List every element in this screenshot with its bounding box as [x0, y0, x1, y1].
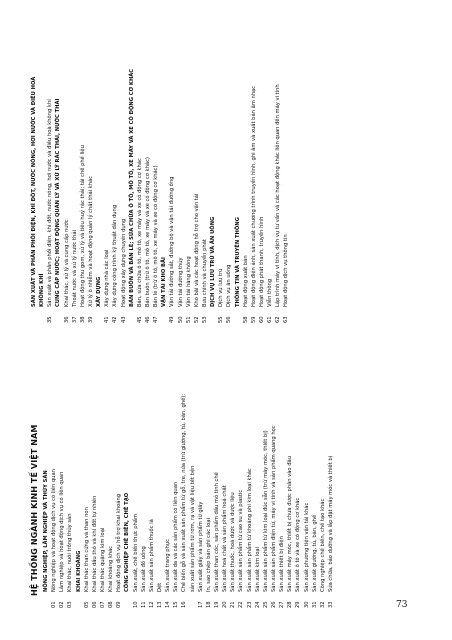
list-item: [229, 340, 237, 608]
list-item: [189, 340, 197, 608]
list-item: [262, 340, 270, 608]
industry-code: 22: [238, 601, 245, 608]
industry-label: Dệt: [156, 582, 163, 592]
industry-code: 17: [197, 601, 204, 608]
document-title: HỆ THỐNG NGÀNH KINH TẾ VIỆT NAM: [30, 424, 39, 596]
industry-label: Sản xuất sản phẩm từ cao su và plastic: [238, 489, 245, 592]
industry-code: 07: [99, 601, 106, 608]
industry-label: In, sao chép bản ghi các loại: [205, 518, 212, 592]
list-item: [91, 340, 99, 608]
industry-label: SẢN XUẤT VÀ PHÂN PHỐI ĐIỆN, KHÍ ĐỐT, NƯỚC NÓNG, HƠI NƯỚC VÀ ĐIỀU HOÀ: [31, 76, 37, 307]
industry-label: Vận tải đường thủy: [177, 257, 184, 307]
industry-label: Lập trình máy vi tính, dịch vụ tư vấn và các hoạt động khác liên quan đến máy vi tính: [275, 84, 282, 307]
industry-label: Khai thác quặng kim loại: [99, 527, 106, 592]
section-heading: [123, 340, 131, 608]
industry-label: KHÔNG KHÍ: [39, 273, 46, 307]
page-number: 73: [396, 600, 408, 610]
list-item: [303, 340, 311, 608]
list-item: [107, 340, 115, 608]
industry-label: Hoạt động xuất bản: [242, 255, 249, 307]
industry-label: Chế biến gỗ và sản xuất sản phẩm từ gỗ, tre, nứa (trừ giường, tủ, bàn, ghế);: [181, 393, 188, 592]
list-item: [237, 340, 245, 608]
industry-code: 03: [67, 601, 74, 608]
industry-label: NÔNG NGHIỆP, LÂM NGHIỆP VÀ THỦY SẢN: [43, 470, 49, 592]
list-item: [111, 48, 119, 323]
list-item: [103, 48, 111, 323]
section-heading: [128, 48, 136, 323]
industry-label: CUNG CẤP NƯỚC; HOẠT ĐỘNG QUẢN LÝ VÀ XỬ LÝ RÁC THẢI, NƯỚC THẢI: [55, 98, 62, 307]
industry-label: Sản xuất sản phẩm điện tử, máy vi tính và sản phẩm quang học: [270, 425, 277, 592]
list-item: [46, 48, 54, 323]
section-heading: [54, 48, 62, 323]
industry-code: 49: [169, 316, 176, 323]
list-item: [311, 340, 319, 608]
industry-label: Sản xuất hoá chất và sản phẩm hoá chất: [222, 485, 229, 592]
industry-code: 38: [79, 316, 86, 323]
list-item: [201, 48, 209, 323]
industry-label: Sản xuất trang phục: [165, 539, 172, 592]
industry-label: Sản xuất và phân phối điện, khí đốt, nước nóng, hơi nước và điều hoà không khí: [47, 99, 54, 307]
section-heading: [160, 48, 168, 323]
industry-label: Sản xuất sản phẩm thuốc lá: [148, 519, 155, 592]
industry-code: 06: [91, 601, 98, 608]
section-heading: [75, 340, 83, 608]
list-item: [282, 48, 290, 323]
list-item: [79, 48, 87, 323]
industry-label: Vận tải hàng không: [185, 256, 192, 307]
list-item: [225, 48, 233, 323]
list-item: [99, 340, 107, 608]
industry-code: 53: [201, 316, 208, 323]
list-item: [87, 48, 95, 323]
list-item: [50, 340, 58, 608]
industry-label: sản xuất sản phẩm từ rơm, rạ và vật liệu tết bện: [189, 465, 196, 592]
list-item: [136, 48, 144, 323]
industry-code: 20: [222, 601, 229, 608]
industry-label: Khai khoáng khác: [108, 545, 115, 592]
industry-code: 27: [279, 601, 286, 608]
industry-code: 01: [51, 601, 58, 608]
industry-label: Bán lẻ (trừ ô tô, mô tô, xe máy và xe có động cơ khác): [153, 165, 160, 307]
list-item: [193, 48, 201, 323]
industry-code: 24: [254, 601, 261, 608]
rotated-content: [30, 48, 415, 608]
industry-label: Sản xuất, chế biến thực phẩm: [132, 513, 139, 592]
industry-label: XÂY DỰNG: [96, 276, 103, 307]
list-item: [180, 340, 188, 608]
list-item: [83, 340, 91, 608]
industry-code: 15: [173, 601, 180, 608]
industry-label: BÁN BUÔN VÀ BÁN LẺ; SỬA CHỮA Ô TÔ, MÔ TÔ, XE MÁY VÀ XE CÓ ĐỘNG CƠ KHÁC: [128, 68, 135, 307]
list-item: [270, 340, 278, 608]
industry-code: 36: [63, 316, 70, 323]
list-item: [258, 48, 266, 323]
list-item: [294, 340, 302, 608]
list-item: [242, 48, 250, 323]
industry-code: 25: [262, 601, 269, 608]
industry-code: 05: [83, 601, 90, 608]
industry-label: Sản xuất máy móc, thiết bị chưa được phân vào đâu: [287, 455, 294, 592]
industry-label: Dịch vụ ăn uống: [226, 264, 233, 307]
industry-label: Sửa chữa, bảo dưỡng và lắp đặt máy móc và thiết bị: [327, 455, 334, 592]
section-heading: [234, 48, 242, 323]
industry-code: 14: [165, 601, 172, 608]
industry-label: Sản xuất giấy và sản phẩm từ giấy: [197, 501, 204, 592]
industry-code: 29: [295, 601, 302, 608]
industry-label: Viễn thông: [267, 278, 274, 307]
industry-code: 50: [177, 316, 184, 323]
industry-label: THÔNG TIN VÀ TRUYỀN THÔNG: [234, 217, 241, 307]
industry-code: 09: [116, 601, 123, 608]
list-item: [148, 340, 156, 608]
industry-label: Khai thác, nuôi trồng thủy sản: [67, 513, 74, 592]
industry-code: 31: [311, 601, 318, 608]
industry-label: Sản xuất sản phẩm từ kim loại đúc sẵn (trừ máy móc, thiết bị): [262, 430, 269, 592]
industry-code: 21: [230, 601, 237, 608]
list-item: [120, 48, 128, 323]
industry-label: DỊCH VỤ LƯU TRÚ VÀ ĂN UỐNG: [210, 216, 217, 307]
industry-label: Công nghiệp chế biến, chế tạo khác: [319, 498, 326, 592]
industry-code: 30: [303, 601, 310, 608]
industry-code: 23: [246, 601, 253, 608]
industry-code: 11: [140, 601, 147, 608]
industry-code: 58: [242, 316, 249, 323]
list-item: [278, 340, 286, 608]
industry-code: 32: [319, 601, 326, 608]
list-item: [221, 340, 229, 608]
industry-label: CÔNG NGHIỆP CHẾ BIẾN, CHẾ TẠO: [124, 492, 131, 592]
industry-code: 60: [258, 316, 265, 323]
industry-label: Kho bãi và các hoạt động hỗ trợ cho vận tải: [193, 193, 200, 307]
right-column: [30, 48, 291, 323]
list-item: [274, 48, 282, 323]
industry-code: 18: [205, 601, 212, 608]
list-item: [156, 340, 164, 608]
industry-label: Sản xuất thuốc, hoá dược và dược liệu: [230, 492, 237, 592]
list-item: [140, 340, 148, 608]
industry-label: Sản xuất thiết bị điện: [279, 536, 286, 592]
list-item: [63, 48, 71, 323]
industry-label: Hoạt động xây dựng chuyên dụng: [120, 218, 127, 307]
industry-label: Xây dựng công trình kỹ thuật dân dụng: [112, 204, 119, 307]
industry-code: 12: [148, 601, 155, 608]
section-heading: [209, 48, 217, 323]
industry-code: 02: [59, 601, 66, 608]
list-item: [185, 48, 193, 323]
industry-label: Khai thác, xử lý và cung cấp nước: [63, 219, 70, 307]
industry-code: 61: [267, 316, 274, 323]
industry-label: Bán buôn (trừ ô tô, mô tô, xe máy và xe có động cơ khác): [144, 157, 151, 307]
industry-code: 62: [275, 316, 282, 323]
industry-code: 52: [193, 316, 200, 323]
industry-label: Sản xuất phương tiện vận tải khác: [303, 502, 310, 592]
industry-label: Sản xuất kim loại: [254, 546, 261, 592]
industry-label: Hoạt động phát thanh, truyền hình: [258, 216, 265, 307]
list-item: [197, 340, 205, 608]
industry-label: KHAI KHOÁNG: [75, 550, 82, 592]
industry-label: Bán, sửa chữa ô tô, mô tô, xe máy và xe có động cơ khác: [136, 158, 143, 307]
industry-code: 35: [47, 316, 54, 323]
industry-label: Hoạt động thu gom, xử lý và tiêu huỷ rác thải; tái chế phế liệu: [79, 145, 86, 307]
industry-label: Thoát nước và xử lý nước thải: [71, 230, 78, 307]
industry-label: Nông nghiệp và hoạt động dịch vụ có liên quan: [51, 469, 58, 592]
industry-code: 08: [108, 601, 115, 608]
industry-code: 26: [270, 601, 277, 608]
list-item: [168, 48, 176, 323]
industry-label: Hoạt động điện ảnh, sản xuất chương trình truyền hình, ghi âm và xuất bản âm nhạc: [250, 85, 257, 307]
industry-code: 47: [153, 316, 160, 323]
list-item: [205, 340, 213, 608]
section-heading: [42, 340, 50, 608]
industry-code: 39: [87, 316, 94, 323]
list-item: [319, 340, 327, 608]
industry-label: Sản xuất sản phẩm từ khoáng phi kim loại khác: [246, 468, 253, 592]
industry-code: 43: [120, 316, 127, 323]
industry-label: Sản xuất đồ uống: [140, 546, 147, 592]
list-item: [172, 340, 180, 608]
list-item: [66, 340, 74, 608]
list-item: [246, 340, 254, 608]
industry-label: Khai thác dầu thô và khí đốt tự nhiên: [91, 495, 98, 592]
industry-code: 19: [213, 601, 220, 608]
industry-label: Xây dựng nhà các loại: [104, 249, 111, 307]
industry-code: 46: [144, 316, 151, 323]
industry-code: 59: [250, 316, 257, 323]
section-heading: [30, 48, 38, 323]
list-item: [250, 48, 258, 323]
list-item: [286, 340, 294, 608]
industry-code: 42: [112, 316, 119, 323]
industry-code: 10: [132, 601, 139, 608]
industry-code: 16: [181, 601, 188, 608]
section-heading: [95, 48, 103, 323]
left-column: [42, 340, 335, 608]
industry-label: Xử lý ô nhiễm và hoạt động quản lý chất thải khác: [87, 175, 94, 307]
list-item: [213, 340, 221, 608]
industry-code: 63: [283, 316, 290, 323]
industry-code: 33: [327, 601, 334, 608]
industry-code: 55: [218, 316, 225, 323]
industry-label: Hoạt động dịch vụ thông tin: [283, 234, 290, 307]
industry-label: Sản xuất than cốc, sản phẩm dầu mỏ tinh chế: [213, 472, 220, 592]
list-item: [71, 48, 79, 323]
list-item: [327, 340, 335, 608]
industry-code: 56: [226, 316, 233, 323]
industry-label: VẬN TẢI KHO BÃI: [161, 257, 168, 307]
industry-code: 51: [185, 316, 192, 323]
industry-code: 37: [71, 316, 78, 323]
list-item: [132, 340, 140, 608]
list-item: [177, 48, 185, 323]
industry-label: Lâm nghiệp và hoạt động dịch vụ có liên quan: [59, 471, 66, 592]
industry-label: Bưu chính và chuyển phát: [201, 239, 208, 307]
list-item: [144, 48, 152, 323]
industry-code: 41: [104, 316, 111, 323]
list-item: [217, 48, 225, 323]
list-item: [266, 48, 274, 323]
industry-label: Sản xuất ô tô và xe có động cơ khác: [295, 497, 302, 592]
list-item: [152, 48, 160, 323]
industry-label: Sản xuất da và các sản phẩm có liên quan: [173, 481, 180, 592]
list-item: [58, 340, 66, 608]
industry-label: Khai thác than cứng và than non: [83, 507, 90, 592]
industry-code: 45: [136, 316, 143, 323]
industry-label: Vận tải đường sắt, đường bộ và vận tải đường ống: [169, 176, 176, 307]
list-item: [115, 340, 123, 608]
industry-code: 28: [287, 601, 294, 608]
list-item: [254, 340, 262, 608]
industry-label: Dịch vụ lưu trú: [218, 268, 225, 307]
industry-label: Hoạt động dịch vụ hỗ trợ khai khoáng: [116, 493, 123, 592]
list-item: [164, 340, 172, 608]
industry-label: Sản xuất giường, tủ, bàn, ghế: [311, 514, 318, 592]
section-heading: [38, 48, 46, 323]
industry-code: 13: [156, 601, 163, 608]
